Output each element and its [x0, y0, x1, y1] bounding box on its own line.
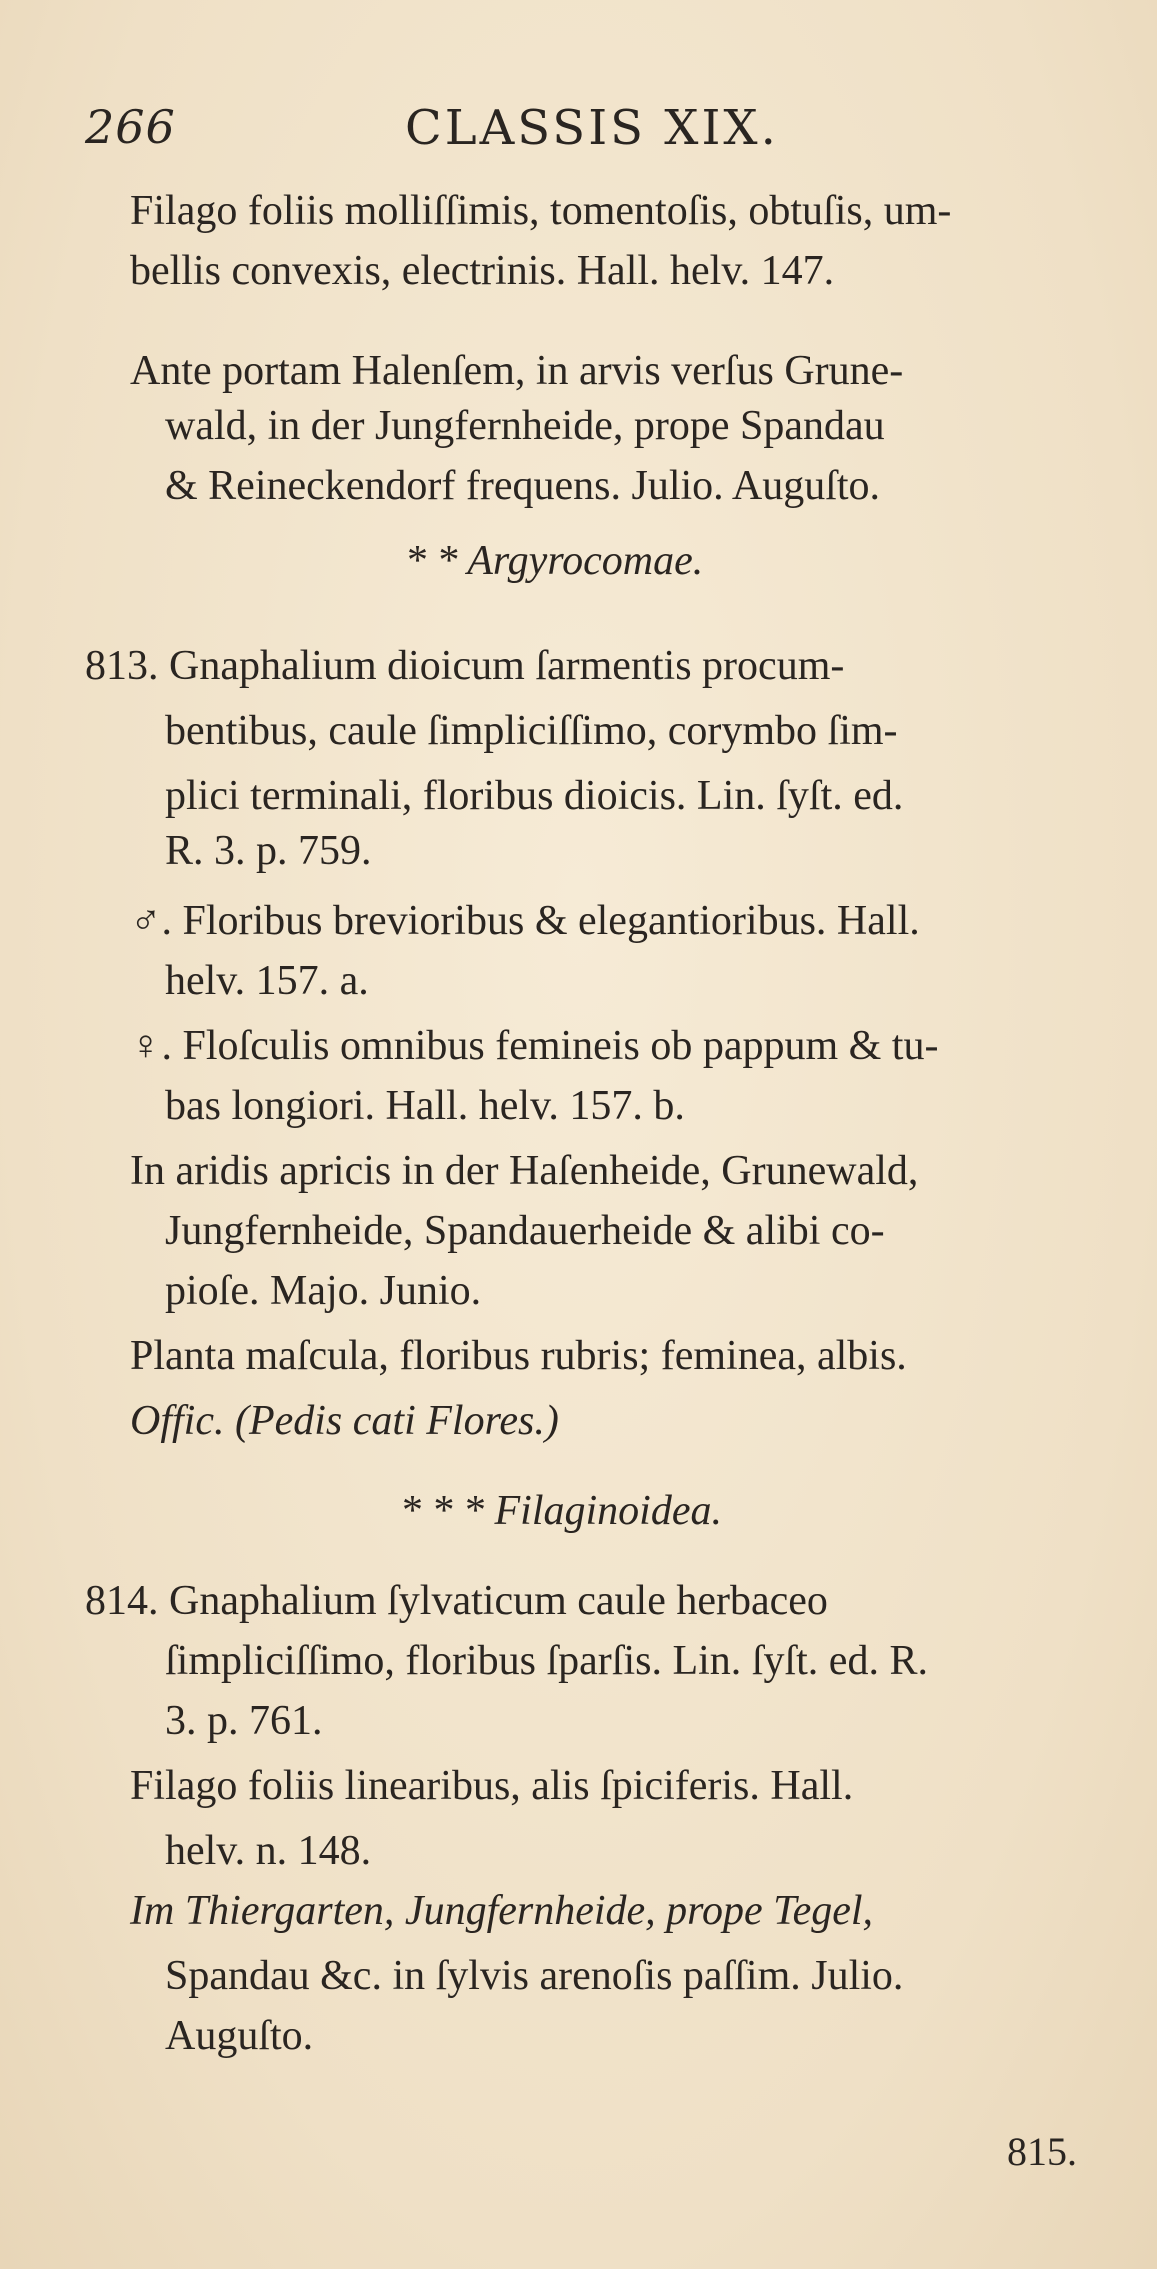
text-line: Auguſto.: [165, 2013, 314, 2059]
text-line: Ante portam Halenſem, in arvis verſus Grune-: [130, 348, 904, 394]
page-header: [85, 100, 1085, 170]
text-line: plici terminali, floribus dioicis. Lin. ſyſt. ed.: [165, 773, 904, 819]
text-line: pioſe. Majo. Junio.: [165, 1268, 482, 1314]
text-line: wald, in der Jungfernheide, prope Spandau: [165, 403, 885, 449]
text-line: In aridis apricis in der Haſenheide, Grunewald,: [130, 1148, 919, 1194]
text-line: & Reineckendorf frequens. Julio. Auguſto.: [165, 463, 881, 509]
entry-heading-line: 814. Gnaphalium ſylvaticum caule herbaceo: [85, 1578, 828, 1624]
text-line: bellis convexis, electrinis. Hall. helv. 147.: [130, 248, 835, 294]
text-line: Planta maſcula, floribus rubris; feminea, albis.: [130, 1333, 907, 1379]
text-line: Filago foliis molliſſimis, tomentoſis, obtuſis, um-: [130, 188, 952, 234]
text-line: helv. 157. a.: [165, 958, 369, 1004]
section-heading: * * Argyrocomae.: [405, 538, 704, 584]
text-line: bas longiori. Hall. helv. 157. b.: [165, 1083, 685, 1129]
text-line: 3. p. 761.: [165, 1698, 323, 1744]
text-line: Jungfernheide, Spandauerheide & alibi co-: [165, 1208, 885, 1254]
text-line: Filago foliis linearibus, alis ſpiciferis. Hall.: [130, 1763, 854, 1809]
text-line: ♀. Floſculis omnibus femineis ob pappum & tu-: [130, 1023, 939, 1069]
section-heading: * * * Filaginoidea.: [400, 1488, 722, 1534]
text-line: R. 3. p. 759.: [165, 828, 372, 874]
text-line: bentibus, caule ſimpliciſſimo, corymbo ſim-: [165, 708, 898, 754]
catchword: 815.: [1007, 2129, 1077, 2174]
text-line: helv. n. 148.: [165, 1828, 372, 1874]
page-number: 266: [85, 100, 176, 154]
text-line: ſimpliciſſimo, floribus ſparſis. Lin. ſyſt. ed. R.: [165, 1638, 928, 1684]
text-line: ♂. Floribus brevioribus & elegantioribus. Hall.: [130, 898, 920, 944]
text-line: Im Thiergarten, Jungfernheide, prope Tegel,: [130, 1888, 874, 1934]
running-title: CLASSIS XIX.: [405, 100, 779, 156]
text-line: Spandau &c. in ſylvis arenoſis paſſim. Julio.: [165, 1953, 904, 1999]
text-line: Offic. (Pedis cati Flores.): [130, 1398, 559, 1444]
entry-heading-line: 813. Gnaphalium dioicum ſarmentis procum-: [85, 643, 845, 689]
